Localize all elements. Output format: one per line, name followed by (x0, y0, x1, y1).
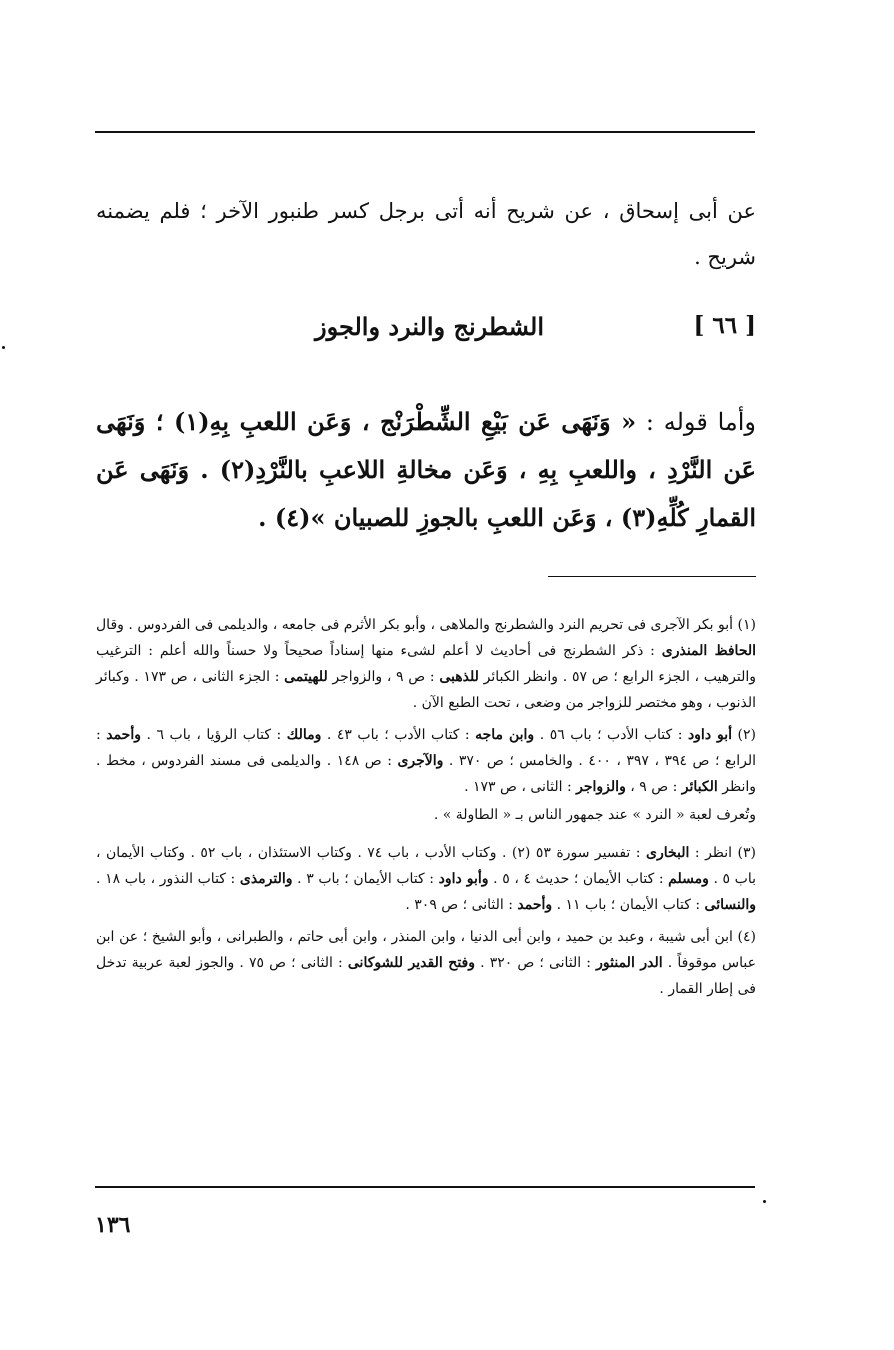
footnote-text: : الثانى ، ص ١٧٣ . (464, 779, 577, 795)
footnote-text: : كتاب الأيمان ؛ باب ٣ . (292, 871, 439, 887)
footnote-source: البخارى (646, 845, 690, 861)
footnotes (96, 612, 756, 1008)
footnote-source: والنسائى (704, 897, 756, 913)
footnote-source: والترمذى (239, 871, 293, 887)
footnote-text: (٤) ابن أبى شيبة ، وعبد بن حميد ، وابن أبى الدنيا ، وابن المنذر ، وابن أبى حاتم ، والطبرانى ، وأبو الشيخ ؛ عن ابن عباس موقوفاً . (96, 929, 756, 971)
footnote-source: وأحمد (106, 727, 141, 743)
footnote-source: وأحمد (517, 897, 553, 913)
footnote-text: : ص ١٤٨ . والديلمى فى مسند الفردوس ، مخط . وانظر (96, 753, 756, 795)
body-lead: وأما قوله : (645, 408, 756, 436)
section-number: [ ٦٦ ] (693, 312, 756, 339)
top-rule (95, 131, 755, 133)
footnote-text: : الجزء الثانى ، ص ١٧٣ . وكبائر الذنوب ، وهو مختصر للزواجر من وضعى ، تحت الطبع الآن . (96, 669, 756, 711)
footnote-text: : كتاب الأدب ؛ باب ٥٦ . (534, 727, 688, 743)
page-number: ١٣٦ (95, 1212, 131, 1238)
footnote-source: وفتح القدير للشوكانى (347, 955, 475, 971)
footnote-source: وأبو داود (438, 871, 489, 887)
footnote-text: : ص ٩ ، والزواجر (327, 669, 440, 685)
footnote-4 (96, 924, 756, 1002)
bottom-rule (95, 1186, 755, 1188)
section-heading (96, 312, 756, 356)
footnote-source: للهيتمى (284, 669, 328, 685)
margin-mark (2, 346, 5, 349)
footnote-1 (96, 612, 756, 716)
footnote-source: الدر المنثور (596, 955, 663, 971)
footnote-text: : كتاب الأيمان ؛ حديث ٤ ، ٥ . (488, 871, 669, 887)
footnote-separator (548, 576, 756, 577)
footnote-text: : الثانى ؛ ص ٣٠٩ . (405, 897, 518, 913)
footnote-text: : كتاب النذور ، باب ١٨ . (96, 871, 240, 887)
footnote-text: (١) أبو بكر الآجرى فى تحريم النرد والشطرنج والملاهى ، وأبو بكر الأثرم فى جامعه ، والديلمى فى الفردوس . وقال (96, 617, 756, 633)
margin-mark (763, 1200, 766, 1203)
footnote-text: : الرابع ؛ ص ٣٩٤ ، ٣٩٧ ، ٤٠٠ . والخامس ؛ ص ٣٧٠ . (96, 727, 757, 769)
footnote-3 (96, 840, 756, 918)
footnote-source: ومالك (286, 727, 322, 743)
footnote-text: : الثانى ؛ ص ٣٢٠ . (475, 955, 597, 971)
intro-paragraph: عن أبى إسحاق ، عن شريح أنه أتى برجل كسر طنبور الآخر ؛ فلم يضمنه شريح . (96, 199, 756, 269)
footnote-text: : كتاب الرؤيا ، باب ٦ . (140, 727, 287, 743)
body-paragraph (96, 398, 756, 542)
footnote-text: (٣) انظر : (689, 845, 757, 861)
footnote-text: : تفسير سورة ٥٣ (٢) . وكتاب الأدب ، باب ٧٤ . وكتاب الاستئذان ، باب ٥٢ . وكتاب الأيمان ، باب ٥ . (96, 845, 756, 887)
hadith-quote: « وَنَهَى عَن بَيْعِ الشِّطْرَنْج ، وَعَن اللعبِ بِهِ(١) ؛ وَنَهَى عَن النَّرْدِ ، واللعبِ بِهِ ، وَعَن مخالةِ اللاعبِ بالنَّرْدِ(٢) . وَنَهَى عَن القمارِ كُلِّهِ(٣) ، وَعَن اللعبِ بالجوزِ للصبيان »(٤) . (96, 407, 756, 532)
section-title: الشطرنج والنرد والجوز (315, 312, 544, 341)
footnote-text: : ص ٩ ، (625, 779, 682, 795)
footnote-text: : الثانى ؛ ص ٧٥ . والجوز لعبة عربية تدخل فى إطار القمار . (96, 955, 756, 997)
footnote-text: : كتاب الأيمان ؛ باب ١١ . (552, 897, 705, 913)
footnote-source: والآجرى (397, 753, 444, 769)
footnote-text: (٢) (732, 727, 756, 743)
footnote-source: ومسلم (668, 871, 709, 887)
footnote-source: وابن ماجه (475, 727, 535, 743)
footnote-source: الحافظ المنذرى (661, 643, 757, 659)
footnote-source: للذهبى (439, 669, 479, 685)
footnote-source: الكبائر (681, 779, 718, 795)
footnote-text: : كتاب الأدب ؛ باب ٤٣ . (321, 727, 476, 743)
footnote-source: أبو داود (687, 727, 733, 743)
footnote-2-note: وتُعرف لعبة « النرد » عند جمهور الناس بـ « الطاولة » . (433, 807, 756, 823)
footnote-text: : ذكر الشطرنج فى أحاديث لا أعلم لشىء منها إسناداً صحيحاً ولا حسناً والله أعلم : الترغيب والترهيب ، الجزء الرابع ؛ ص ٥٧ . وانظر الكبائر (96, 643, 757, 685)
footnote-source: والزواجر (576, 779, 626, 795)
footnote-2 (96, 722, 756, 800)
